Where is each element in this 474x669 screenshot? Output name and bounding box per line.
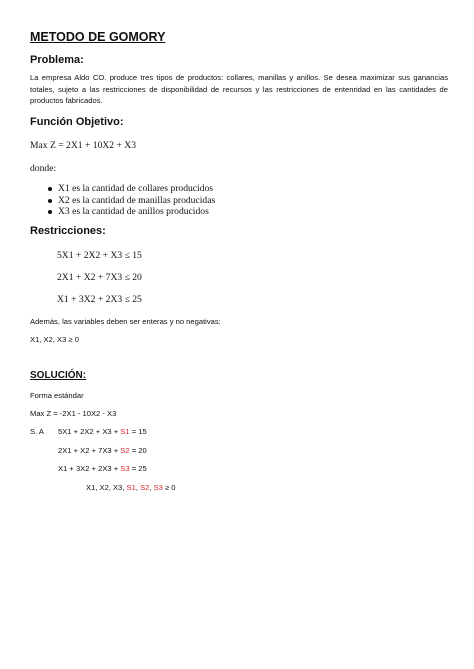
forma-estandar: Forma estándar [30,391,84,400]
restriction-1: 5X1 + 2X2 + X3 ≤ 15 [57,250,142,261]
restrictions-heading: Restricciones: [30,225,106,237]
standard-constraint-1 [58,426,147,438]
constraint-rhs: = 25 [129,464,147,473]
sa-label: S. A [30,427,44,436]
definition-text: X3 es la cantidad de anillos producidos [58,206,209,217]
document-title: METODO DE GOMORY [30,30,166,44]
constraint-lhs: 5X1 + 2X2 + X3 + [58,427,121,436]
slack-variable: S3 [120,464,130,473]
constraint-rhs: = 15 [129,427,147,436]
bullet-icon [48,210,52,214]
separator: , [135,483,141,492]
objective-heading: Función Objetivo: [30,116,124,128]
nonnegativity: X1, X2, X3 ≥ 0 [30,335,79,344]
standard-constraint-3 [58,463,147,475]
separator: , [149,483,154,492]
restriction-2: 2X1 + X2 + 7X3 ≤ 20 [57,272,142,283]
bullet-icon [48,199,52,203]
constraint-lhs: X1 + 3X2 + 2X3 + [58,464,121,473]
slack-variable: S3 [153,483,163,492]
constraint-lhs: 2X1 + X2 + 7X3 + [58,446,121,455]
constraint-rhs: = 20 [129,446,147,455]
variables: X1, X2, X3, [86,483,127,492]
standard-constraint-2 [58,445,147,457]
standard-nonnegativity [86,482,176,494]
restriction-3: X1 + 3X2 + 2X3 ≤ 25 [57,294,142,305]
nonneg-rhs: ≥ 0 [162,483,176,492]
slack-variable: S1 [126,483,136,492]
slack-variable: S1 [120,427,130,436]
donde-label: donde: [30,163,57,174]
objective-formula: Max Z = 2X1 + 10X2 + X3 [30,140,137,151]
problem-text: La empresa Aldo CO. produce tres tipos de productos: collares, manillas y anillos. Se desea maximizar sus ganancias totales, sujeto a las restricciones de disponibilidad de recursos y las restricciones de entenridad en las cantidades de productos fabricados. [30,73,448,105]
definition-text: X1 es la cantidad de collares producidos [58,183,214,194]
slack-variable: S2 [140,483,150,492]
bullet-icon [48,187,52,191]
integer-note: Además, las variables deben ser enteras y no negativas: [30,317,221,326]
solution-heading: SOLUCIÓN: [30,370,87,381]
definition-text: X2 es la cantidad de manillas producidas [58,194,216,206]
slack-variable: S2 [120,446,130,455]
standard-objective: Max Z = -2X1 - 10X2 - X3 [30,409,117,418]
problem-heading: Problema: [30,54,84,66]
